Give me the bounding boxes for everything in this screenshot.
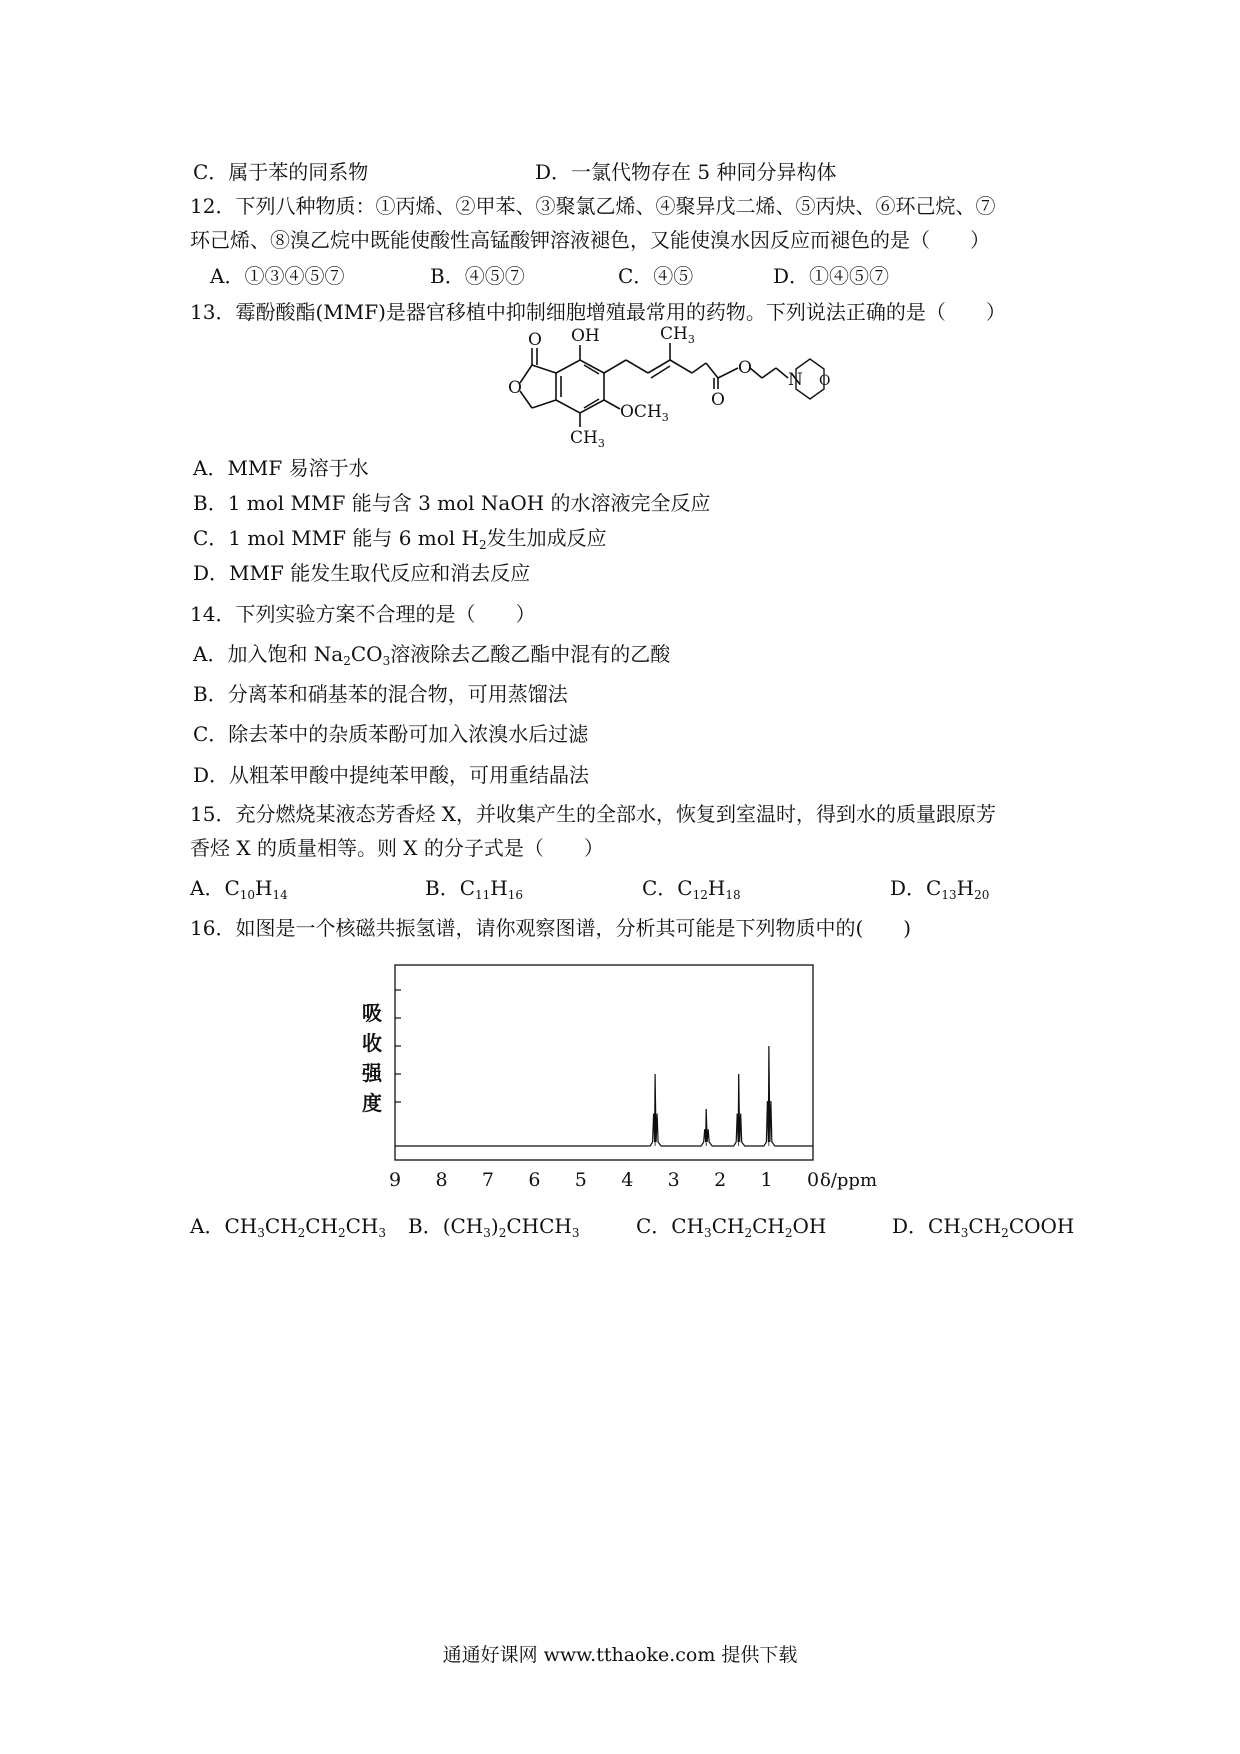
- q14-option-a: A．加入饱和 $Na_2CO_3$溶液除去乙酸乙酯中混有的乙酸: [193, 642, 671, 668]
- q14-option-c: C．除去苯中的杂质苯酚可加入浓溴水后过滤: [193, 722, 589, 746]
- q13-option-d: D．MMF 能发生取代反应和消去反应: [193, 561, 531, 585]
- y-axis-label-char: 吸: [362, 1001, 382, 1025]
- q12-option-b: B．④⑤⑦: [430, 264, 525, 288]
- q13-option-a: A．MMF 易溶于水: [193, 456, 369, 480]
- ester-carbonyl-o-label: O: [711, 390, 725, 410]
- och3-label: $OCH_3$: [620, 402, 669, 424]
- x-tick-label: 0: [807, 1169, 820, 1191]
- y-axis-label-char: 收: [362, 1031, 382, 1055]
- nitrogen-label: N: [788, 370, 803, 390]
- mmf-structure-diagram: [470, 323, 830, 448]
- carbonyl-o-label: O: [528, 330, 542, 350]
- ring-o-label: O: [508, 378, 522, 398]
- q16-option-c: C．$CH_3CH_2CH_2OH$: [636, 1214, 827, 1240]
- x-tick-label: 2: [714, 1169, 727, 1191]
- y-axis-label-char: 度: [362, 1091, 382, 1115]
- page-footer: 通通好课网 www.tthaoke.com 提供下载: [442, 1644, 798, 1666]
- q15-option-a: A．$C_{10}H_{14}$: [190, 876, 288, 902]
- q13-option-c: C．1 mol MMF 能与 6 mol $H_2$发生加成反应: [193, 526, 607, 552]
- q12-stem-line1: 12．下列八种物质：①丙烯、②甲苯、③聚氯乙烯、④聚异戊二烯、⑤丙炔、⑥环己烷、⑦: [190, 194, 996, 218]
- ch3-top-label: $CH_3$: [660, 324, 695, 346]
- q13-option-b: B．1 mol MMF 能与含 3 mol NaOH 的水溶液完全反应: [193, 491, 711, 515]
- y-axis-label: [361, 1001, 383, 1115]
- q14-option-b: B．分离苯和硝基苯的混合物，可用蒸馏法: [193, 682, 568, 706]
- oh-label: OH: [571, 326, 600, 346]
- q15-stem-line2: 香烃 X 的质量相等。则 X 的分子式是（ ）: [190, 836, 604, 860]
- y-axis-label-char: 强: [362, 1061, 382, 1085]
- q12-option-d: D．①④⑤⑦: [773, 264, 890, 288]
- q15-option-b: B．$C_{11}H_{16}$: [425, 876, 524, 902]
- nmr-spectrum-trace: [395, 1046, 813, 1146]
- x-tick-label: 6: [528, 1169, 541, 1191]
- q15-option-c: C．$C_{12}H_{18}$: [642, 876, 741, 902]
- nmr-spectrum-chart: [350, 950, 890, 1200]
- x-tick-label: 4: [621, 1169, 634, 1191]
- q16-option-a: A．$CH_3CH_2CH_2CH_3$: [190, 1214, 386, 1240]
- x-tick-label: 3: [667, 1169, 680, 1191]
- q15-stem-line1: 15．充分燃烧某液态芳香烃 X，并收集产生的全部水，恢复到室温时，得到水的质量跟原芳: [190, 802, 997, 826]
- q12-option-a: A．①③④⑤⑦: [210, 264, 345, 288]
- q12-stem-line2: 环己烯、⑧溴乙烷中既能使酸性高锰酸钾溶液褪色，又能使溴水因反应而褪色的是（ ）: [190, 228, 990, 252]
- q16-stem: 16．如图是一个核磁共振氢谱，请你观察图谱，分析其可能是下列物质中的( ): [190, 916, 912, 940]
- x-tick-label: 7: [481, 1169, 494, 1191]
- q14-option-d: D．从粗苯甲酸中提纯苯甲酸，可用重结晶法: [193, 763, 590, 787]
- ch3-bottom-label: $CH_3$: [570, 428, 605, 448]
- x-tick-label: 1: [760, 1169, 773, 1191]
- q16-option-d: D．$CH_3CH_2COOH$: [892, 1214, 1075, 1240]
- ester-o-label: O: [738, 358, 752, 378]
- x-tick-label: 8: [435, 1169, 448, 1191]
- q15-option-d: D．$C_{13}H_{20}$: [890, 876, 990, 902]
- x-tick-label: 5: [574, 1169, 587, 1191]
- q14-stem: 14．下列实验方案不合理的是（ ）: [190, 602, 536, 626]
- q11-option-d: D．一氯代物存在 5 种同分异构体: [535, 160, 837, 184]
- q16-option-b: B．$(CH_3)_2CHCH_3$: [408, 1214, 580, 1240]
- morpholine-o-label: O: [819, 373, 830, 389]
- x-axis-label: δ/ppm: [820, 1170, 878, 1191]
- x-tick-label: 9: [389, 1169, 402, 1191]
- q13-stem: 13．霉酚酸酯(MMF)是器官移植中抑制细胞增殖最常用的药物。下列说法正确的是（ ）: [190, 300, 1006, 324]
- q11-option-c: C．属于苯的同系物: [193, 160, 369, 184]
- q12-option-c: C．④⑤: [618, 264, 694, 288]
- nmr-plot-frame: [395, 965, 813, 1160]
